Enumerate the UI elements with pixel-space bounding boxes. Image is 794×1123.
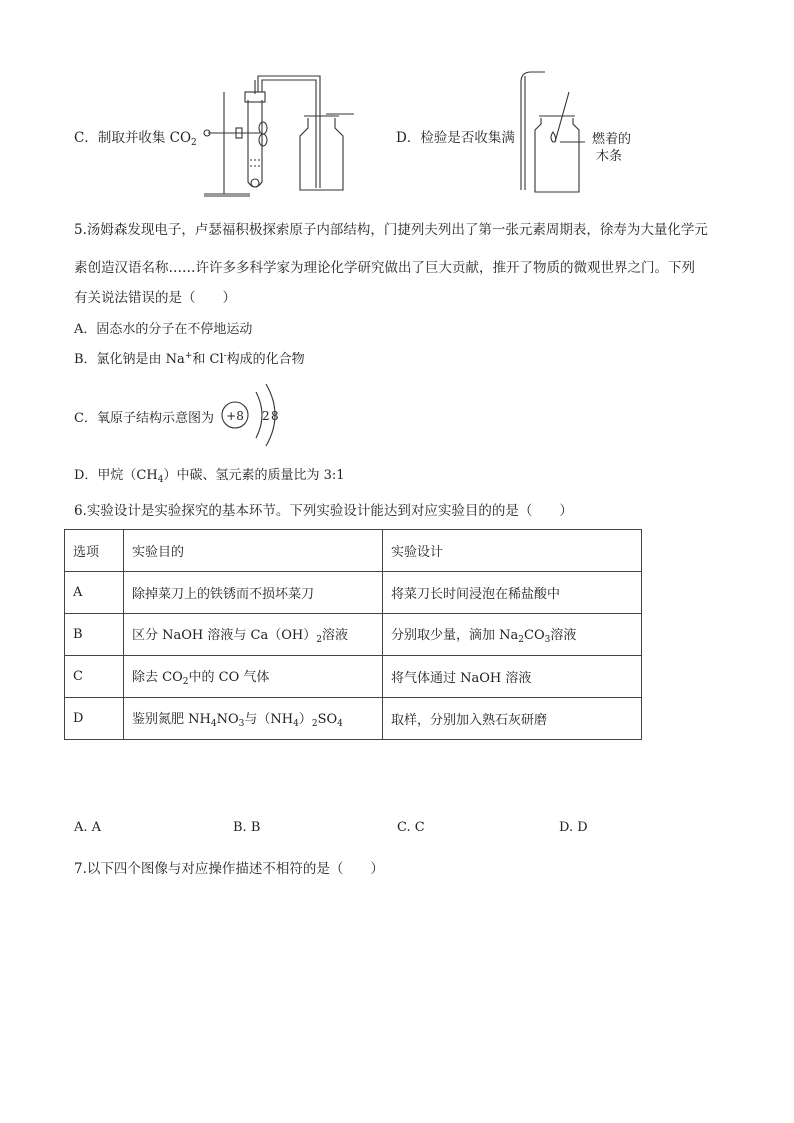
q5-stem-line-3: 有关说法错误的是（ ） [74, 290, 236, 306]
burning-splint-figure [515, 72, 595, 197]
q6-answer-d: D. D [559, 820, 588, 835]
row-design: 取样，分别加入熟石灰研磨 [383, 698, 642, 740]
q5-option-d: D．甲烷$(CH_4)$中碳、氢元素的质量比为 3:1 [74, 468, 345, 485]
row-option: D [65, 698, 124, 740]
header-goal: 实验目的 [124, 530, 383, 572]
q7-stem: 7.以下四个图像与对应操作描述不相符的是（ ） [74, 861, 384, 877]
experiment-table [64, 529, 642, 740]
row-design: 将气体通过 NaOH 溶液 [383, 656, 642, 698]
burning-splint-label-2: 木条 [596, 149, 623, 164]
q6-answer-c: C. C [397, 820, 425, 835]
row-goal: 除掉菜刀上的铁锈而不损坏菜刀 [124, 572, 383, 614]
header-design: 实验设计 [383, 530, 642, 572]
row-design: 分别取少量，滴加 $Na_2CO_3$溶液 [383, 614, 642, 656]
q5-option-a: A．固态水的分子在不停地运动 [74, 322, 253, 337]
burning-splint-label-1: 燃着的 [592, 132, 632, 147]
row-option: B [65, 614, 124, 656]
header-option: 选项 [65, 530, 124, 572]
table-row [65, 614, 642, 656]
table-row [65, 572, 642, 614]
q5-option-c: C．氧原子结构示意图为 [74, 411, 214, 426]
row-goal: 鉴别氮肥 $NH_4NO_3$与$(NH_4)_2SO_4$ [124, 698, 383, 740]
q5-option-b: B．氯化钠是由 Na+和 Cl-构成的化合物 [74, 351, 305, 367]
q4-option-c: C．制取并收集 $CO_2$ [74, 130, 197, 148]
flame [551, 132, 556, 142]
q5-stem-line-1: 5.汤姆森发现电子，卢瑟福积极探索原子内部结构，门捷列夫列出了第一张元素周期表，徐寿为大量化学元 [74, 222, 708, 238]
wooden-splint [555, 92, 569, 142]
table-row [65, 656, 642, 698]
table-header-row [65, 530, 642, 572]
svg-text:8: 8 [271, 409, 279, 423]
q6-stem: 6.实验设计是实验探究的基本环节。下列实验设计能达到对应实验目的的是（ ） [74, 503, 573, 519]
row-goal: 区分 NaOH 溶液与 $Ca(OH)_2$溶液 [124, 614, 383, 656]
q4-option-d: D．检验是否收集满 [396, 130, 515, 146]
svg-text:+8: +8 [226, 409, 244, 423]
q5-stem-line-2: 素创造汉语名称……许许多多科学家为理论化学研究做出了巨大贡献，推开了物质的微观世界之门。下列 [74, 260, 695, 276]
row-goal: 除去 $CO_2$中的 CO 气体 [124, 656, 383, 698]
gas-bottle [300, 118, 343, 190]
svg-text:2: 2 [262, 409, 270, 423]
gas-bottle [535, 118, 579, 192]
oxygen-atom-diagram [218, 380, 298, 450]
row-option: C [65, 656, 124, 698]
table-row [65, 698, 642, 740]
q6-answer-a: A. A [74, 820, 102, 835]
row-option: A [65, 572, 124, 614]
delivery-tube [258, 76, 320, 188]
co2-apparatus-figure [198, 70, 368, 200]
q6-answer-b: B. B [233, 820, 261, 835]
row-design: 将菜刀长时间浸泡在稀盐酸中 [383, 572, 642, 614]
